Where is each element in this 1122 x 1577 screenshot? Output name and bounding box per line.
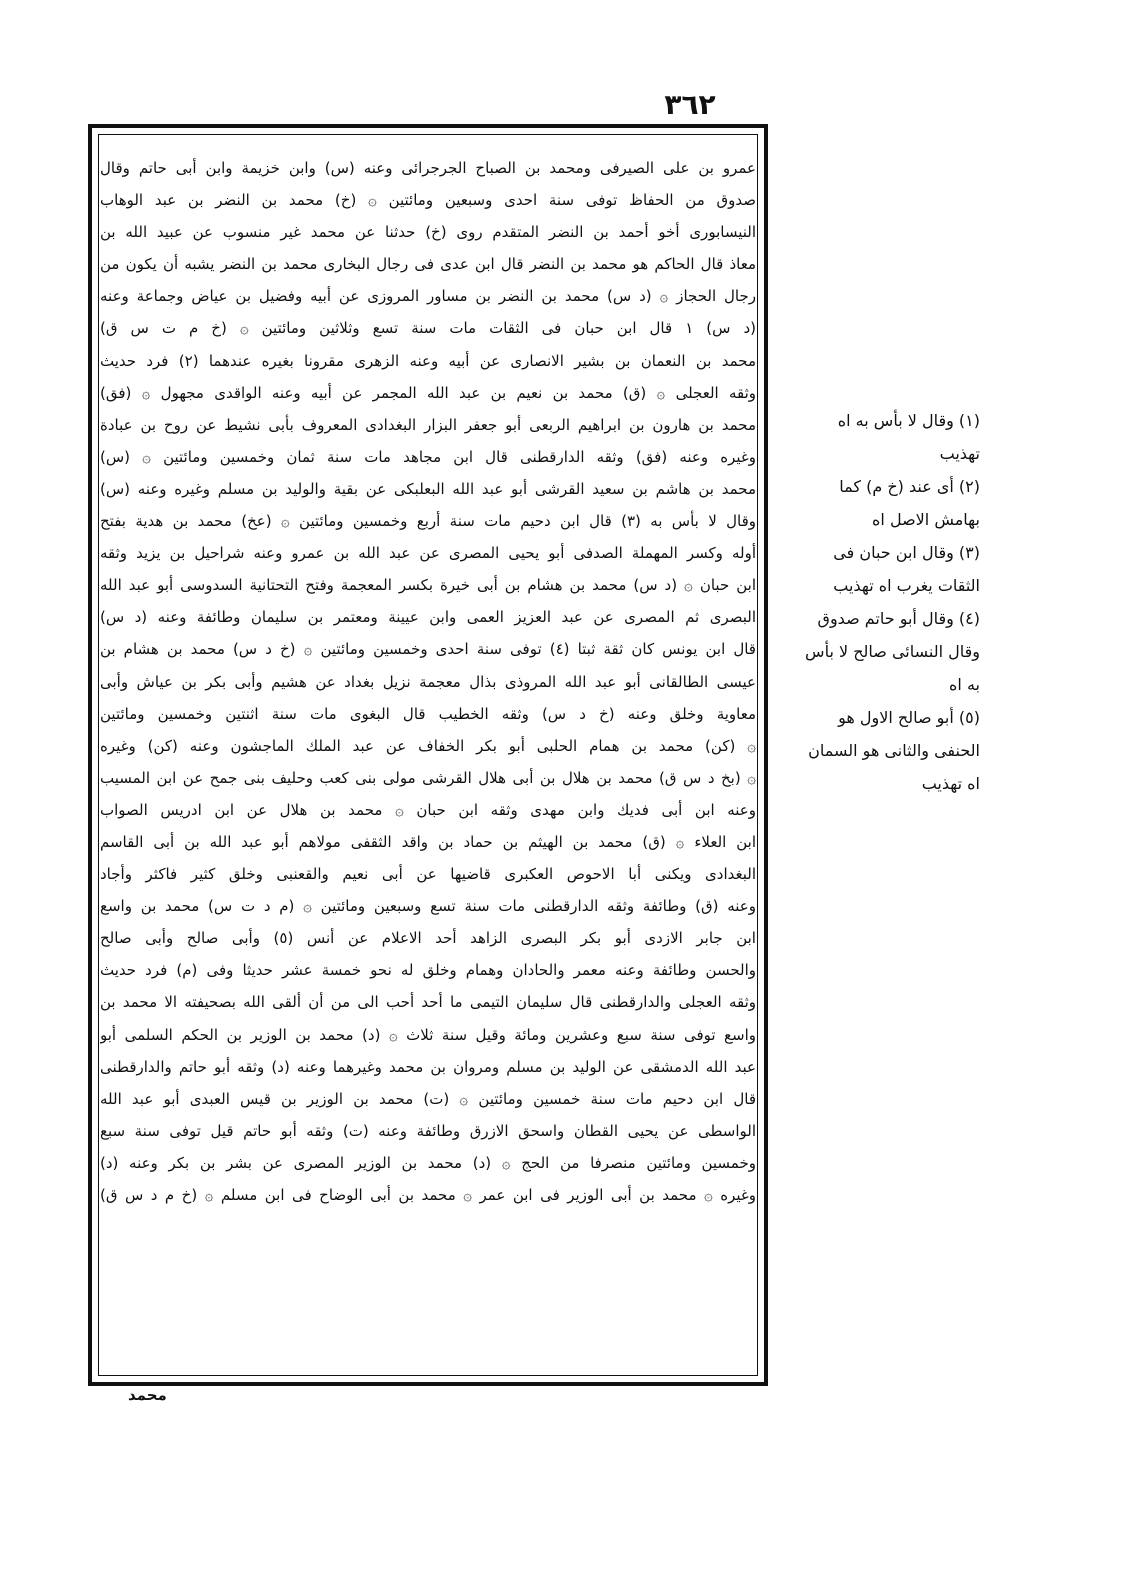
catchword: محمد bbox=[128, 1386, 167, 1404]
text-line: ابن حبان ۞ (د س) محمد بن هشام بن أبى خيرة بكسر المعجمة وفتح التحتانية السدوسى أبو عبد الله bbox=[100, 576, 756, 595]
note-line: به اه bbox=[949, 675, 980, 694]
text-line: وخمسين ومائتين منصرفا من الحج ۞ (د) محمد بن الوزير المصرى عن بشر بن بكر وعنه (د) bbox=[100, 1153, 756, 1172]
text-line: وعنه ابن أبى فديك وابن مهدى وثقه ابن حبان ۞ محمد بن هلال عن ابن ادريس الصواب bbox=[100, 800, 756, 819]
text-line: محمد بن هاشم بن سعيد القرشى أبو عبد الله البعلبكى عن بقية والوليد بن مسلم وغيره وعنه (س) bbox=[100, 479, 756, 498]
text-line: عمرو بن على الصيرفى ومحمد بن الصباح الجرجرائى وعنه (س) وابن خزيمة وابن أبى حاتم وقال bbox=[100, 159, 756, 177]
text-line: قال ابن يونس كان ثقة ثبتا (٤) توفى سنة احدى وخمسين ومائتين ۞ (خ د س) محمد بن هشام بن bbox=[100, 640, 756, 659]
text-line: قال ابن دحيم مات سنة خمسين ومائتين ۞ (ت) محمد بن الوزير بن قيس العبدى أبو عبد الله bbox=[100, 1089, 756, 1108]
note-line: بهامش الاصل اه bbox=[872, 510, 980, 529]
text-line: محمد بن النعمان بن بشير الانصارى عن أبيه وعنه الزهرى مقرونا بغيره عندهما (٢) فرد حديث bbox=[100, 351, 756, 370]
text-frame bbox=[88, 124, 768, 1386]
text-line: البصرى ثم المصرى عن عبد العزيز العمى وابن عيينة ومعتمر بن سليمان وطائفة وعنه (د س) bbox=[100, 608, 756, 627]
text-line: وغيره وعنه (فق) وثقه الدارقطنى قال ابن مجاهد مات سنة ثمان وخمسين ومائتين ۞ (س) bbox=[100, 447, 756, 466]
text-line: البغدادى ويكنى أبا الاحوص العكبرى قاضيها عن أبى نعيم والقعنبى وخلق كثير فاكثر وأجاد bbox=[100, 865, 756, 884]
text-line: معاذ قال الحاكم هو محمد بن النضر قال ابن عدى فى رجال البخارى محمد بن النضر يشبه أن يكون من bbox=[100, 255, 756, 274]
note-line: (٣) وقال ابن حبان فى bbox=[833, 543, 980, 562]
text-line: وثقه العجلى ۞ (ق) محمد بن نعيم بن عبد الله المجمر عن أبيه وعنه الواقدى مجهول ۞ (فق) bbox=[100, 383, 756, 402]
note-line: (١) وقال لا بأس به اه bbox=[837, 411, 980, 430]
note-line: (٥) أبو صالح الاول هو bbox=[838, 708, 980, 727]
text-line: وعنه (ق) وطائفة وثقه الدارقطنى مات سنة تسع وسبعين ومائتين ۞ (م د ت س) محمد بن واسع bbox=[100, 897, 756, 916]
note-line: تهذيب bbox=[939, 444, 980, 463]
main-text-block bbox=[100, 152, 756, 1376]
text-line: النيسابورى أخو أحمد بن النضر المتقدم روى (خ) حدثنا عن محمد غير منسوب عن عبيد الله بن bbox=[100, 223, 756, 242]
text-line: محمد بن هارون بن ابراهيم الربعى أبو جعفر البزار البغدادى المعروف بأبى نشيط عن روح بن عبادة bbox=[100, 415, 756, 434]
text-line: معاوية وخلق وعنه (خ د س) وثقه الخطيب قال البغوى مات سنة اثنتين وخمسين ومائتين bbox=[100, 704, 756, 723]
text-line: الواسطى عن يحيى القطان واسحق الازرق وطائفة وعنه (ت) وثقه أبو حاتم قيل توفى سنة سبع bbox=[100, 1121, 756, 1140]
note-line: اه تهذيب bbox=[921, 774, 980, 793]
text-line: صدوق من الحفاظ توفى سنة احدى وسبعين ومائتين ۞ (خ) محمد بن النضر بن عبد الوهاب bbox=[100, 191, 756, 210]
page-number: ٣٦٢ bbox=[664, 88, 716, 121]
text-line: واسع توفى سنة سبع وعشرين ومائة وقيل سنة ثلاث ۞ (د) محمد بن الوزير بن الحكم السلمى أبو bbox=[100, 1025, 756, 1044]
text-line: وقال لا بأس به (٣) قال ابن دحيم مات سنة أربع وخمسين ومائتين ۞ (عخ) محمد بن هدية بفتح bbox=[100, 512, 756, 531]
text-line: عيسى الطالقانى أبو عبد الله المروذى بذال معجمة نزيل بغداد عن هشيم وأبى بكر بن عياش وأبى bbox=[100, 672, 756, 691]
text-line: وغيره ۞ محمد بن أبى الوزير فى ابن عمر ۞ محمد بن أبى الوضاح فى ابن مسلم ۞ (خ م د س ق) bbox=[100, 1186, 756, 1204]
note-line: (٤) وقال أبو حاتم صدوق bbox=[817, 609, 980, 628]
note-line: الثقات يغرب اه تهذيب bbox=[833, 576, 980, 595]
note-line: وقال النسائى صالح لا بأس bbox=[805, 642, 980, 661]
text-line: ۞ (كن) محمد بن همام الحلبى أبو بكر الخفاف عن عبد الملك الماجشون وعنه (كن) وغيره bbox=[100, 736, 756, 755]
text-line: عبد الله الدمشقى عن الوليد بن مسلم ومروان بن محمد وغيرهما وعنه (د) وثقه أبو حاتم والدارقطنى bbox=[100, 1057, 756, 1076]
text-line: والحسن وطائفة وعنه معمر والحادان وهمام وخلق له نحو خمسة عشر حديثا وفى (م) فرد حديث bbox=[100, 961, 756, 980]
text-line: (د س) ١ قال ابن حبان فى الثقات مات سنة تسع وثلاثين ومائتين ۞ (خ م ت س ق) bbox=[100, 319, 756, 338]
text-line: رجال الحجاز ۞ (د س) محمد بن النضر بن مساور المروزى عن أبيه وفضيل بن عياض وجماعة وعنه bbox=[100, 287, 756, 306]
note-line: (٢) أى عند (خ م) كما bbox=[839, 477, 980, 496]
text-line: أوله وكسر المهملة الصدفى أبو يحيى المصرى عن عبد الله بن عمرو وعنه شراحيل بن يزيد وثقه bbox=[100, 544, 756, 563]
text-line: ابن جابر الازدى أبو بكر البصرى الزاهد أحد الاعلام عن أنس (٥) وأبى صالح وأبى صالح bbox=[100, 929, 756, 948]
text-line: ابن العلاء ۞ (ق) محمد بن الهيثم بن حماد بن واقد الثقفى مولاهم أبو عبد الله بن أبى القاسم bbox=[100, 832, 756, 851]
marginal-notes bbox=[780, 404, 980, 800]
text-line: وثقه العجلى والدارقطنى قال سليمان التيمى ما أحد أحب الى من أن ألقى الله بصحيفته الا محمد بن bbox=[100, 993, 756, 1012]
text-line: ۞ (بخ د س ق) محمد بن هلال بن أبى هلال القرشى مولى بنى كعب وحليف بنى جمح عن ابن المسيب bbox=[100, 768, 756, 787]
note-line: الحنفى والثانى هو السمان bbox=[808, 741, 980, 760]
